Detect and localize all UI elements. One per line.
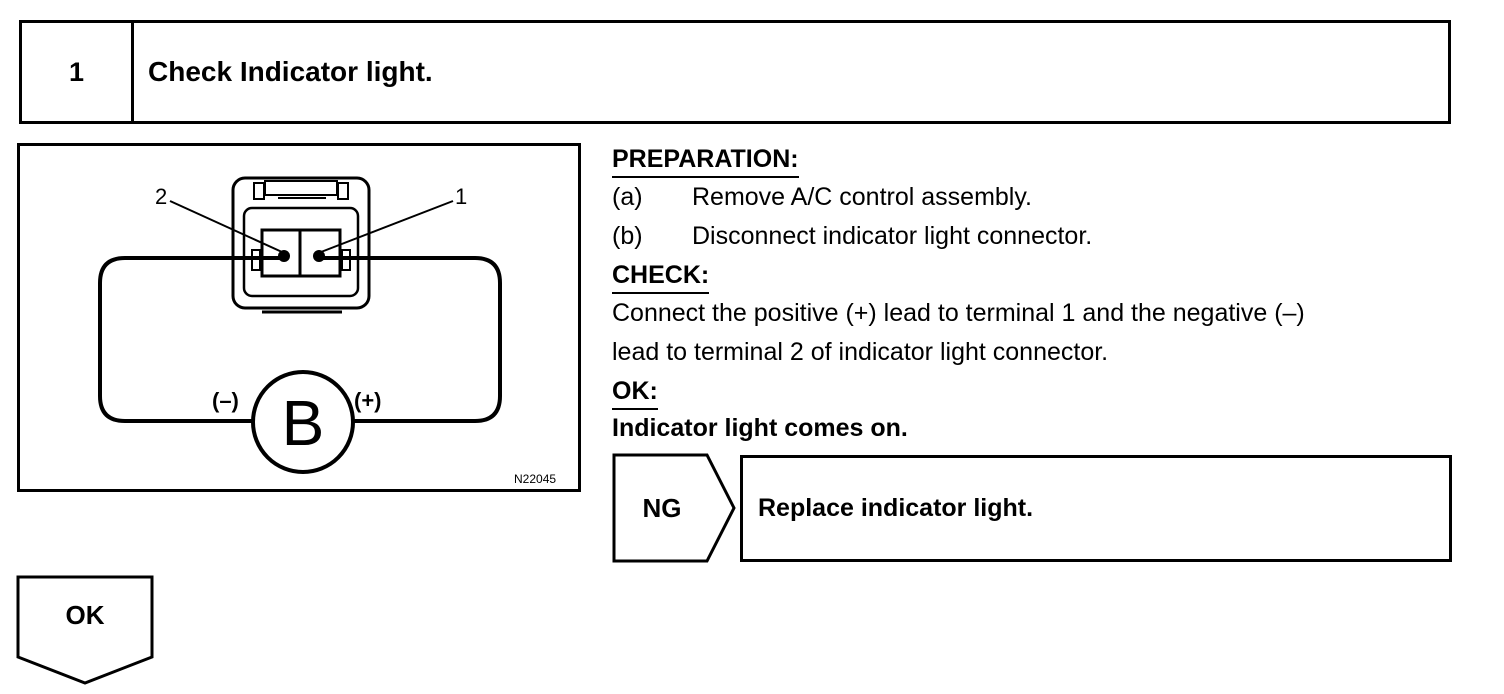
check-heading: CHECK: bbox=[612, 259, 709, 294]
step-number: 1 bbox=[22, 23, 134, 121]
figure-code: N22045 bbox=[514, 472, 557, 486]
ng-action-text: Replace indicator light. bbox=[758, 494, 1034, 522]
connector-circuit-diagram bbox=[20, 146, 578, 489]
check-line-2: lead to terminal 2 of indicator light connector. bbox=[612, 338, 1109, 366]
battery-label: B bbox=[281, 387, 325, 459]
negative-label: (–) bbox=[212, 388, 239, 413]
ng-action-box bbox=[740, 455, 1452, 562]
step-header bbox=[19, 20, 1451, 124]
ok-result-text: Indicator light comes on. bbox=[612, 414, 908, 442]
connector-latch bbox=[265, 181, 337, 195]
preparation-heading: PREPARATION: bbox=[612, 143, 799, 178]
positive-label: (+) bbox=[354, 388, 382, 413]
negative-wire bbox=[100, 258, 284, 421]
ok-arrow-label: OK bbox=[65, 599, 105, 630]
ng-label: NG bbox=[642, 492, 682, 523]
terminal-1-label: 1 bbox=[455, 184, 468, 209]
prep-step-b-text: Disconnect indicator light connector. bbox=[692, 222, 1093, 250]
prep-step-a bbox=[612, 178, 1472, 217]
instruction-text bbox=[612, 140, 1472, 446]
prep-step-b bbox=[612, 217, 1472, 256]
prep-step-b-letter: (b) bbox=[612, 222, 643, 250]
step-title: Check Indicator light. bbox=[148, 56, 433, 87]
terminal-2-label: 2 bbox=[155, 184, 168, 209]
check-line-1: Connect the positive (+) lead to terminal 1 and the negative (–) bbox=[612, 299, 1305, 327]
prep-step-a-text: Remove A/C control assembly. bbox=[692, 183, 1032, 211]
ok-heading: OK: bbox=[612, 375, 658, 410]
wiring-figure bbox=[17, 143, 581, 492]
prep-step-a-letter: (a) bbox=[612, 183, 643, 211]
